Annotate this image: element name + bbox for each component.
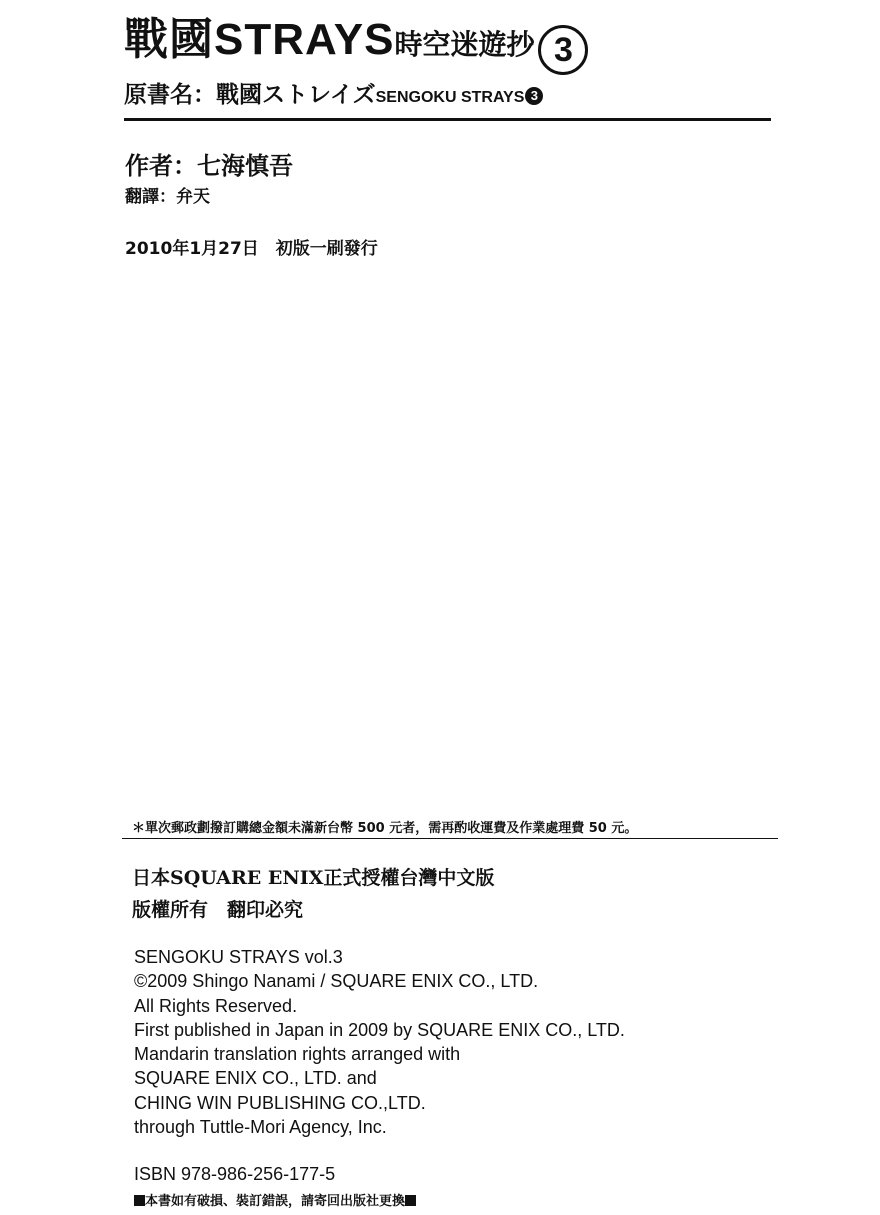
publish-date-line: 2010年1月27日 初版一刷發行 <box>125 239 378 259</box>
copyright-line: All Rights Reserved. <box>134 995 298 1016</box>
license-line-1: 日本SQUARE ENIX正式授權台灣中文版 <box>132 867 495 889</box>
volume-number-circle: 3 <box>538 25 588 75</box>
original-volume-circle: 3 <box>525 87 543 105</box>
copyright-line: First published in Japan in 2009 by SQUARE ENIX CO., LTD. <box>134 1019 625 1040</box>
author-line: 作者：七海慎吾 <box>125 152 293 180</box>
copyright-line: SQUARE ENIX CO., LTD. and <box>134 1068 377 1089</box>
copyright-block <box>134 945 625 1139</box>
original-title-english: SENGOKU STRAYS <box>375 89 525 106</box>
footer-note-text: 本書如有破損、裝訂錯誤，請寄回出版社更換 <box>145 1194 406 1209</box>
square-bullet-icon <box>405 1195 416 1206</box>
shipping-notice: ＊單次郵政劃撥訂購總金額未滿新台幣 500 元者，需再酌收運費及作業處理費 50 元。 <box>132 821 638 836</box>
translator-line: 翻譯：弁天 <box>125 187 210 207</box>
title-part-1: 戰國 <box>124 14 214 65</box>
copyright-line: CHING WIN PUBLISHING CO.,LTD. <box>134 1092 426 1113</box>
title-divider <box>124 118 771 121</box>
square-bullet-icon <box>134 1195 145 1206</box>
copyright-line: SENGOKU STRAYS vol.3 <box>134 947 343 967</box>
license-line-2: 版權所有 翻印必究 <box>132 899 304 921</box>
copyright-line: ©2009 Shingo Nanami / SQUARE ENIX CO., LTD. <box>134 971 539 992</box>
copyright-line: Mandarin translation rights arranged with <box>134 1044 461 1065</box>
original-title-label: 原書名：戰國ストレイズ <box>124 82 376 108</box>
title-part-2: STRAYS <box>214 15 395 64</box>
title-part-3: 時空迷遊抄 <box>394 28 535 61</box>
original-title <box>124 78 543 112</box>
footer-note <box>134 1190 416 1209</box>
book-title <box>124 10 588 70</box>
copyright-line: through Tuttle-Mori Agency, Inc. <box>134 1117 387 1138</box>
isbn: ISBN 978-986-256-177-5 <box>134 1164 336 1184</box>
notice-divider <box>122 838 778 839</box>
